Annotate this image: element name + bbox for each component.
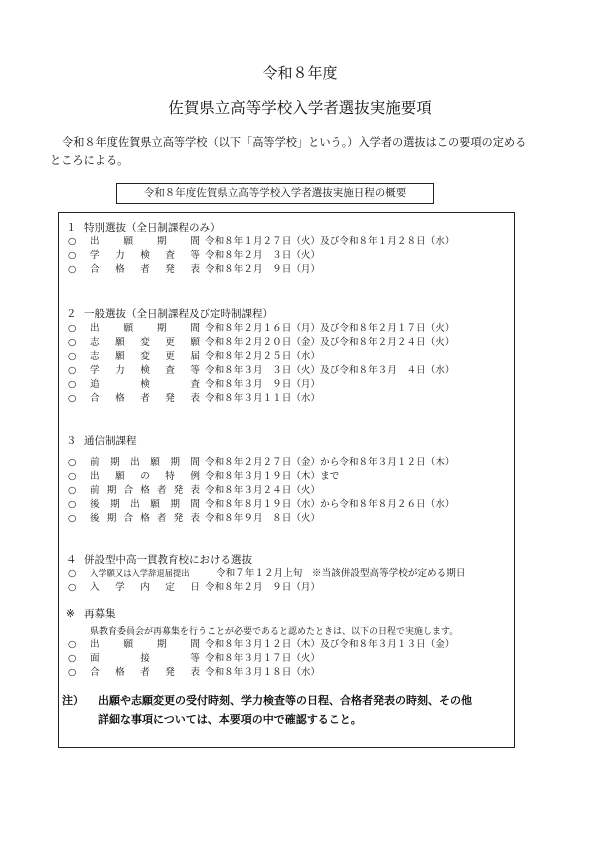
- row-value: 令和８年２月 ３日（火）: [205, 250, 321, 261]
- schedule-row: [68, 322, 455, 335]
- row-label: 志願変更届: [90, 351, 200, 362]
- saiboshu-description: 県教育委員会が再募集を行うことが必要であると認めたときは、以下の日程で実施します。: [90, 627, 459, 637]
- row-label: 入学内定日: [90, 582, 200, 593]
- bullet-circle-icon: ○: [68, 653, 77, 664]
- section-title: 再募集: [84, 608, 116, 620]
- bullet-circle-icon: ○: [68, 323, 77, 334]
- row-label: 志願変更願: [90, 337, 200, 348]
- section-title: 特別選抜（全日制課程のみ）: [84, 222, 221, 234]
- row-label: 出願期間: [90, 639, 200, 650]
- row-value: 令和８年３月 ９日（月）: [205, 379, 321, 390]
- schedule-row: [68, 392, 321, 405]
- section-saiboshu-heading: [66, 606, 116, 621]
- bullet-circle-icon: ○: [68, 351, 77, 362]
- row-value: 令和７年１２月上旬 ※当該併設型高等学校が定める期日: [216, 568, 466, 579]
- row-value: 令和８年２月２７日（金）から令和８年３月１２日（木）: [205, 457, 455, 468]
- schedule-row: [68, 249, 321, 262]
- row-label: 合格者発表: [90, 264, 200, 275]
- row-label: 入学願又は入学辞退届提出: [90, 568, 190, 578]
- section-1-heading: [66, 220, 221, 235]
- section-3-heading: [66, 433, 137, 448]
- row-value: 令和８年３月１７日（火）: [205, 653, 321, 664]
- bullet-circle-icon: ○: [68, 393, 77, 404]
- schedule-row: [68, 652, 321, 665]
- section-number: １: [66, 222, 77, 234]
- schedule-row: [68, 638, 455, 651]
- row-value: 令和８年３月１２日（木）及び令和８年３月１３日（金）: [205, 639, 455, 650]
- row-label: 前期合格者発表: [90, 485, 200, 496]
- section-title: 通信制課程: [84, 435, 137, 447]
- bullet-circle-icon: ○: [68, 568, 77, 579]
- row-label: 出願期間: [90, 323, 200, 334]
- row-label: 後期合格者発表: [90, 513, 200, 524]
- schedule-row: [68, 350, 321, 363]
- note-label: 注）: [62, 694, 84, 707]
- row-label: 合格者発表: [90, 667, 200, 678]
- row-value: 令和８年８月１９日（水）から令和８年８月２６日（水）: [205, 499, 455, 510]
- row-label: 合格者発表: [90, 393, 200, 404]
- section-number: ２: [66, 308, 77, 320]
- schedule-row: [68, 235, 455, 248]
- bullet-circle-icon: ○: [68, 250, 77, 261]
- bullet-circle-icon: ○: [68, 582, 77, 593]
- row-label: 面接等: [90, 653, 200, 664]
- section-number: ３: [66, 435, 77, 447]
- intro-paragraph: 令和８年度佐賀県立高等学校（以下「高等学校」という。）入学者の選抜はこの要項の定めるところによる。: [50, 136, 527, 167]
- row-value: 令和８年２月 ９日（月）: [205, 582, 321, 593]
- schedule-row: [68, 470, 340, 483]
- row-value: 令和８年２月１６日（月）及び令和８年２月１７日（火）: [205, 323, 455, 334]
- bullet-circle-icon: ○: [68, 379, 77, 390]
- schedule-row: [68, 581, 321, 594]
- section-title: 一般選抜（全日制課程及び定時制課程）: [84, 308, 273, 320]
- row-value: 令和８年１月２７日（火）及び令和８年１月２８日（水）: [205, 236, 455, 247]
- bullet-circle-icon: ○: [68, 337, 77, 348]
- section-number: ４: [66, 554, 77, 566]
- section-2-heading: [66, 306, 273, 321]
- schedule-box-title: 令和８年度佐賀県立高等学校入学者選抜実施日程の概要: [116, 183, 434, 204]
- bullet-circle-icon: ○: [68, 667, 77, 678]
- schedule-row: [68, 378, 321, 391]
- section-4-heading: [66, 552, 252, 567]
- row-value: 令和８年３月２４日（火）: [205, 485, 321, 496]
- bullet-circle-icon: ○: [68, 457, 77, 468]
- bullet-circle-icon: ○: [68, 471, 77, 482]
- year-heading: 令和８年度: [262, 64, 338, 82]
- schedule-row: [68, 263, 321, 276]
- row-value: 令和８年３月 ３日（火）及び令和８年３月 ４日（水）: [205, 365, 455, 376]
- schedule-row: [68, 484, 321, 497]
- schedule-row: [68, 364, 455, 377]
- row-label: 前期出願期間: [90, 457, 200, 468]
- bullet-circle-icon: ○: [68, 639, 77, 650]
- schedule-row: [68, 567, 466, 580]
- note-line-1: [62, 691, 472, 710]
- row-value: 令和８年２月２５日（水）: [205, 351, 321, 362]
- bullet-circle-icon: ○: [68, 513, 77, 524]
- row-label: 追検査: [90, 379, 200, 390]
- row-value: 令和８年３月１１日（水）: [205, 393, 321, 404]
- document-title: 佐賀県立高等学校入学者選抜実施要項: [168, 99, 432, 117]
- bullet-circle-icon: ○: [68, 485, 77, 496]
- row-label: 出願の特例: [90, 471, 200, 482]
- bullet-circle-icon: ○: [68, 264, 77, 275]
- note-text-1: 出願や志願変更の受付時刻、学力検査等の日程、合格者発表の時刻、その他: [98, 694, 472, 707]
- row-label: 学力検査等: [90, 250, 200, 261]
- row-value: 令和８年２月 ９日（月）: [205, 264, 321, 275]
- row-label: 学力検査等: [90, 365, 200, 376]
- row-label: 出願期間: [90, 236, 200, 247]
- schedule-row: [68, 498, 455, 511]
- row-value: 令和８年３月１８日（水）: [205, 667, 321, 678]
- bullet-circle-icon: ○: [68, 236, 77, 247]
- note-text-2: 詳細な事項については、本要項の中で確認すること。: [98, 713, 362, 726]
- schedule-row: [68, 666, 321, 679]
- schedule-row: [68, 512, 321, 525]
- row-value: 令和８年９月 ８日（火）: [205, 513, 321, 524]
- section-title: 併設型中高一貫教育校における選抜: [84, 554, 252, 566]
- section-number: ※: [66, 608, 75, 620]
- row-value: 令和８年３月１９日（木）まで: [205, 471, 340, 482]
- bullet-circle-icon: ○: [68, 365, 77, 376]
- bullet-circle-icon: ○: [68, 499, 77, 510]
- schedule-row: [68, 336, 455, 349]
- row-value: 令和８年２月２０日（金）及び令和８年２月２４日（火）: [205, 337, 455, 348]
- schedule-row: [68, 456, 455, 469]
- row-label: 後期出願期間: [90, 499, 200, 510]
